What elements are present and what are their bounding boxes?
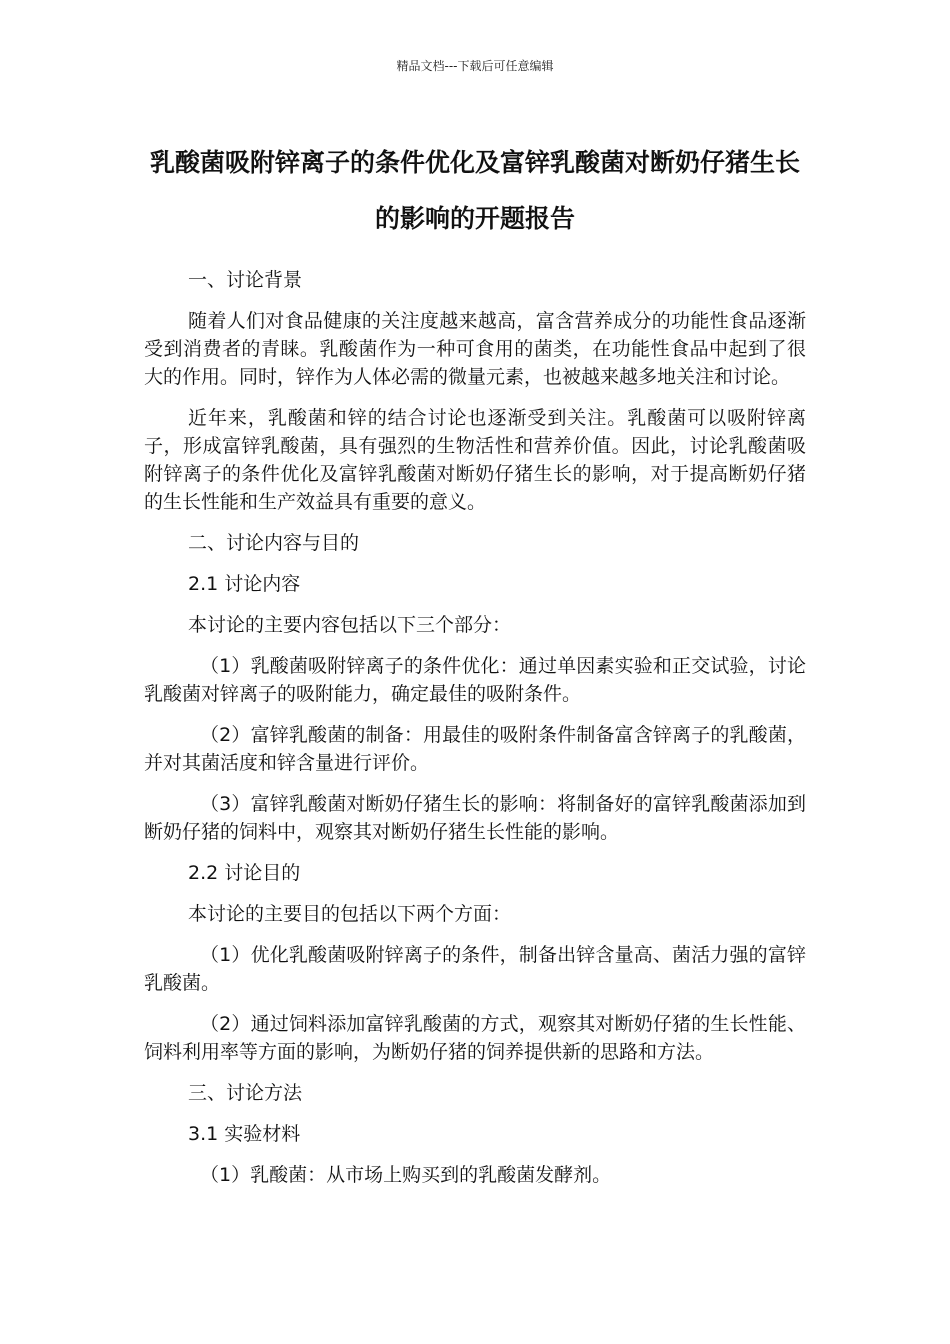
document-title: 乳酸菌吸附锌离子的条件优化及富锌乳酸菌对断奶仔猪生长的影响的开题报告 [149,148,800,233]
subsection-heading-materials: 3.1 实验材料 [188,1123,301,1145]
background-paragraph-1: 随着人们对食品健康的关注度越来越高，富含营养成分的功能性食品逐渐受到消费者的青睐。乳酸菌作为一种可食用的菌类，在功能性食品中起到了很大的作用。同时，锌作为人体必需的微量元素，也被越来越多地关注和讨论。 [144,310,806,388]
content-item-3: （3）富锌乳酸菌对断奶仔猪生长的影响：将制备好的富锌乳酸菌添加到断奶仔猪的饲料中，观察其对断奶仔猪生长性能的影响。 [144,793,806,843]
header-note: 精品文档---下载后可任意编辑 [396,59,554,73]
section-heading-methods: 三、讨论方法 [188,1082,303,1104]
background-paragraph-2: 近年来，乳酸菌和锌的结合讨论也逐渐受到关注。乳酸菌可以吸附锌离子，形成富锌乳酸菌，具有强烈的生物活性和营养价值。因此，讨论乳酸菌吸附锌离子的条件优化及富锌乳酸菌对断奶仔猪生长的影响，对于提高断奶仔猪的生长性能和生产效益具有重要的意义。 [144,407,806,513]
document-body [144,266,806,1202]
purpose-intro: 本讨论的主要目的包括以下两个方面： [188,903,512,925]
content-intro: 本讨论的主要内容包括以下三个部分： [188,614,512,636]
materials-item-1: （1）乳酸菌：从市场上购买到的乳酸菌发酵剂。 [200,1164,612,1186]
section-heading-background: 一、讨论背景 [188,269,303,291]
section-heading-content-purpose: 二、讨论内容与目的 [188,532,360,554]
subsection-heading-content: 2.1 讨论内容 [188,573,301,595]
purpose-item-2: （2）通过饲料添加富锌乳酸菌的方式，观察其对断奶仔猪的生长性能、饲料利用率等方面的影响，为断奶仔猪的饲养提供新的思路和方法。 [144,1013,806,1063]
content-item-2: （2）富锌乳酸菌的制备：用最佳的吸附条件制备富含锌离子的乳酸菌，并对其菌活度和锌含量进行评价。 [144,724,806,774]
subsection-heading-purpose: 2.2 讨论目的 [188,862,301,884]
content-item-1: （1）乳酸菌吸附锌离子的条件优化：通过单因素实验和正交试验，讨论乳酸菌对锌离子的吸附能力，确定最佳的吸附条件。 [144,655,806,705]
purpose-item-1: （1）优化乳酸菌吸附锌离子的条件，制备出锌含量高、菌活力强的富锌乳酸菌。 [144,944,806,994]
